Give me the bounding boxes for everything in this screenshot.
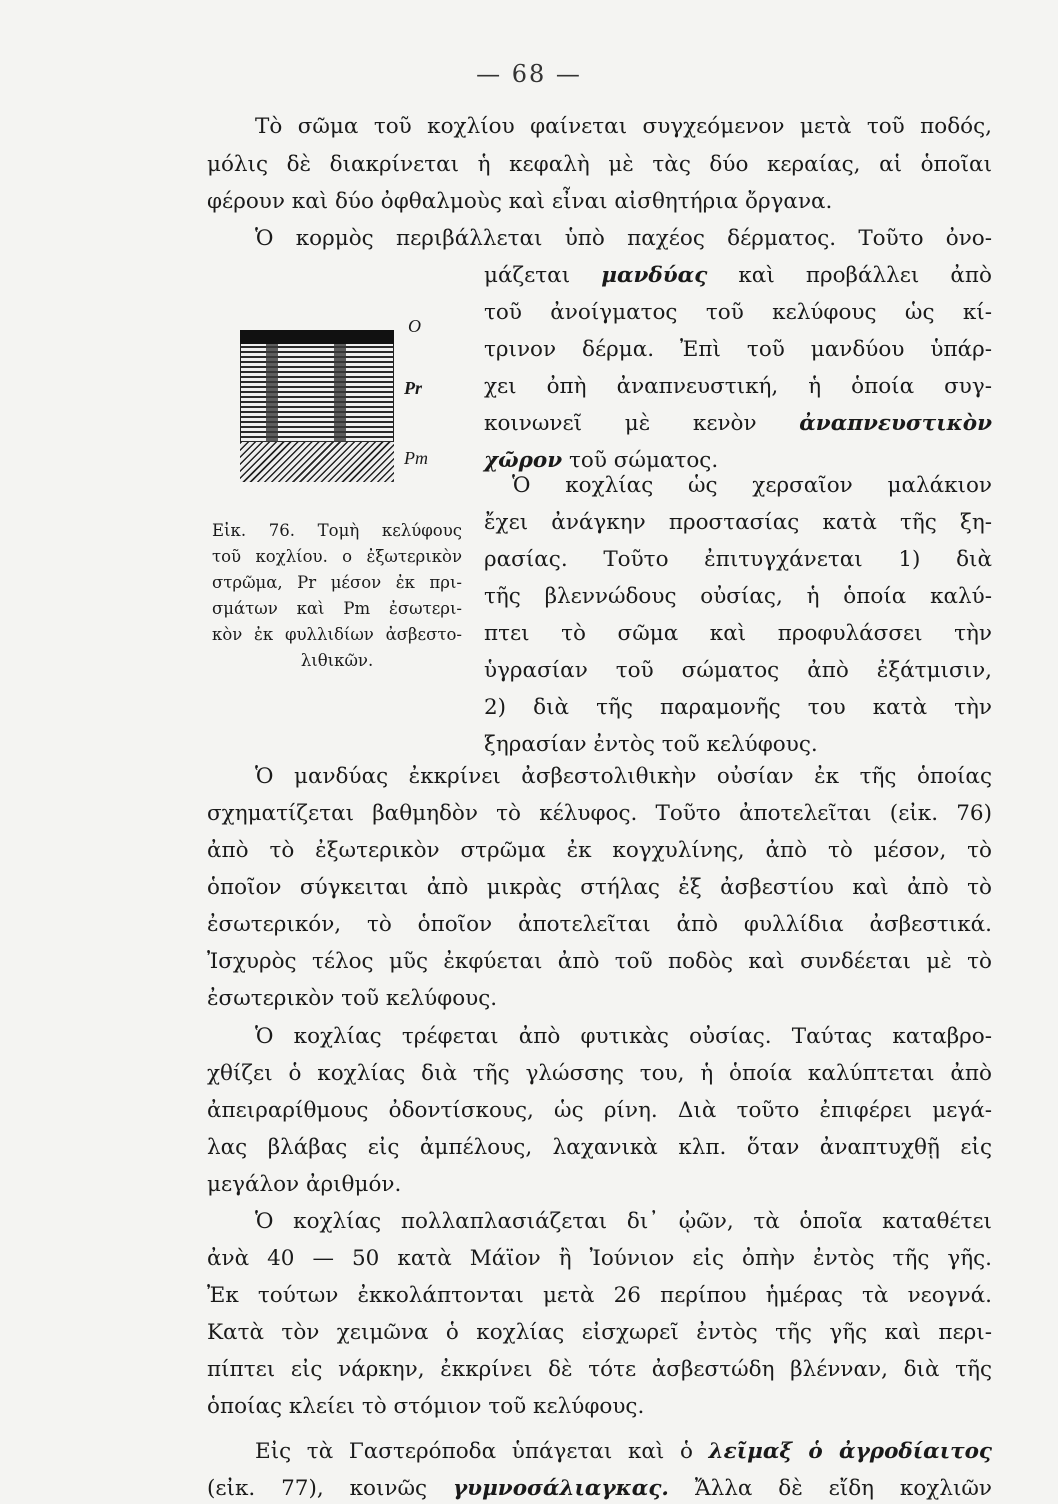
paragraph-5-line-5: μεγάλον ἀριθμόν. [207, 1172, 402, 1197]
paragraph-4-line-6: Ἰσχυρὸς τέλος μῦς ἐκφύεται ἀπὸ τοῦ ποδὸς καὶ συνδέεται μὲ τὸ [207, 949, 992, 974]
caption-line-3: στρῶμα, Pr μέσον ἐκ πρι- [212, 573, 462, 592]
shell-section-figure [240, 316, 428, 480]
paragraph-1-line-2: μόλις δὲ διακρίνεται ἡ κεφαλὴ μὲ τὰς δύο κεραίας, αἱ ὁποῖαι [207, 152, 992, 177]
paragraph-5-line-2: χθίζει ὁ κοχλίας διὰ τῆς γλώσσης του, ἡ ὁποία καλύπτεται ἀπὸ [207, 1061, 992, 1086]
paragraph-4-line-3: ἀπὸ τὸ ἐξωτερικὸν στρῶμα ἐκ κογχυλίνης, ἀπὸ τὸ μέσον, τὸ [207, 838, 992, 863]
text-run: Ἄλλα δὲ εἴδη κοχλιῶν [668, 1476, 992, 1501]
paragraph-3-line-5: πτει τὸ σῶμα καὶ προφυλάσσει τὴν [484, 621, 992, 646]
page-number: — 68 — [476, 60, 582, 88]
paragraph-6-line-3: Ἐκ τούτων ἐκκολάπτονται μετὰ 26 περίπου ἡμέρας τὰ νεογνά. [207, 1283, 992, 1308]
paragraph-3-line-4: τῆς βλεννώδους οὐσίας, ἡ ὁποία καλύ- [484, 584, 992, 609]
paragraph-6-line-4: Κατὰ τὸν χειμῶνα ὁ κοχλίας εἰσχωρεῖ ἐντὸς τῆς γῆς καὶ περι- [207, 1320, 992, 1345]
text-run: καὶ προβάλλει ἀπὸ [707, 263, 992, 288]
paragraph-6-line-1: Ὁ κοχλίας πολλαπλασιάζεται δι᾽ ᾠῶν, τὰ ὁποῖα καταθέτει [255, 1209, 992, 1234]
paragraph-6-line-6: ὁποίας κλείει τὸ στόμιον τοῦ κελύφους. [207, 1394, 645, 1419]
paragraph-5-line-3: ἀπειραρίθμους ὀδοντίσκους, ὡς ρίνη. Διὰ τοῦτο ἐπιφέρει μεγά- [207, 1098, 992, 1123]
label-inner: Pm [404, 448, 428, 468]
outer-layer [240, 330, 394, 344]
caption-line-5: κὸν ἐκ φυλλιδίων ἀσβεστο- [212, 625, 462, 644]
paragraph-5-line-4: λας βλάβας εἰς ἀμπέλους, λαχανικὰ κλπ. ὅταν ἀναπτυχθῇ εἰς [207, 1135, 992, 1160]
paragraph-3-line-6: ὑγρασίαν τοῦ σώματος ἀπὸ ἐξάτμισιν, [484, 658, 992, 683]
caption-line-4: σμάτων καὶ Pm ἐσωτερι- [212, 599, 462, 618]
text-run: (εἰκ. 77), κοινῶς [207, 1476, 453, 1501]
caption-line-1: Εἰκ. 76. Τομὴ κελύφους [212, 521, 462, 540]
paragraph-3-line-2: ἔχει ἀνάγκην προστασίας κατὰ τῆς ξη- [484, 510, 992, 535]
paragraph-2-line-6 [484, 409, 992, 439]
paragraph-1-line-3: φέρουν καὶ δύο ὀφθαλμοὺς καὶ εἶναι αἰσθητήρια ὄργανα. [207, 189, 833, 214]
paragraph-7-line-1 [255, 1437, 992, 1467]
paragraph-6-line-2: ἀνὰ 40 — 50 κατὰ Μάϊον ἢ Ἰούνιον εἰς ὀπὴν ἐντὸς τῆς γῆς. [207, 1246, 992, 1271]
term-mandyas: μανδύας [601, 263, 708, 288]
term-leimax: λεῖμαξ ὁ ἀγροδίαιτος [708, 1439, 993, 1464]
paragraph-2-line-1: Ὁ κορμὸς περιβάλλεται ὑπὸ παχέος δέρματος. Τοῦτο ὀνο- [255, 226, 992, 251]
text-run: Εἰς τὰ Γαστερόποδα ὑπάγεται καὶ ὁ [255, 1439, 709, 1464]
text-run: τοῦ σώματος. [562, 448, 719, 473]
paragraph-4-line-4: ὁποῖον σύγκειται ἀπὸ μικρὰς στήλας ἐξ ἀσβεστίου καὶ ἀπὸ τὸ [207, 875, 992, 900]
paragraph-3-line-7: 2) διὰ τῆς παραμονῆς του κατὰ τὴν [484, 695, 992, 720]
term-choron: χῶρον [484, 448, 563, 473]
paragraph-6-line-5: πίπτει εἰς νάρκην, ἐκκρίνει δὲ τότε ἀσβεστώδη βλένναν, διὰ τῆς [207, 1357, 992, 1382]
paragraph-2-line-2 [484, 261, 992, 291]
paragraph-2-line-3: τοῦ ἀνοίγματος τοῦ κελύφους ὡς κί- [484, 300, 992, 325]
paragraph-5-line-1: Ὁ κοχλίας τρέφεται ἀπὸ φυτικὰς οὐσίας. Ταύτας καταβρο- [255, 1024, 992, 1049]
paragraph-4-line-2: σχηματίζεται βαθμηδὸν τὸ κέλυφος. Τοῦτο ἀποτελεῖται (εἰκ. 76) [207, 801, 992, 826]
paragraph-4-line-1: Ὁ μανδύας ἐκκρίνει ἀσβεστολιθικὴν οὐσίαν ἐκ τῆς ὁποίας [255, 764, 992, 789]
label-outer: O [408, 316, 421, 336]
term-respiratory-space: ἀναπνευστικὸν [799, 411, 992, 436]
term-gymnosaliagkas: γυμνοσάλιαγκας. [452, 1476, 669, 1501]
text-run: μάζεται [484, 263, 602, 288]
paragraph-2-line-5: χει ὀπὴ ἀναπνευστική, ἡ ὁποία συγ- [484, 374, 992, 399]
prism-boundary-right [334, 344, 346, 449]
paragraph-3-line-1: Ὁ κοχλίας ὡς χερσαῖον μαλάκιον [512, 473, 992, 498]
caption-line-2: τοῦ κοχλίου. ο ἐξωτερικὸν [212, 547, 462, 566]
paragraph-4-line-7: ἐσωτερικὸν τοῦ κελύφους. [207, 986, 498, 1011]
inner-layer [240, 442, 394, 482]
caption-line-6: λιθικῶν. [300, 651, 374, 670]
paragraph-3-line-8: ξηρασίαν ἐντὸς τοῦ κελύφους. [484, 732, 818, 757]
paragraph-1-line-1: Τὸ σῶμα τοῦ κοχλίου φαίνεται συγχεόμενον μετὰ τοῦ ποδός, [255, 114, 992, 139]
text-run: κοινωνεῖ μὲ κενὸν [484, 411, 800, 436]
prism-boundary-left [266, 344, 278, 449]
paragraph-4-line-5: ἐσωτερικόν, τὸ ὁποῖον ἀποτελεῖται ἀπὸ φυλλίδια ἀσβεστικά. [207, 912, 992, 937]
label-middle: Pr [404, 378, 422, 398]
paragraph-2-line-4: τρινον δέρμα. Ἐπὶ τοῦ μανδύου ὑπάρ- [484, 337, 992, 362]
paragraph-3-line-3: ρασίας. Τοῦτο ἐπιτυγχάνεται 1) διὰ [484, 547, 992, 572]
